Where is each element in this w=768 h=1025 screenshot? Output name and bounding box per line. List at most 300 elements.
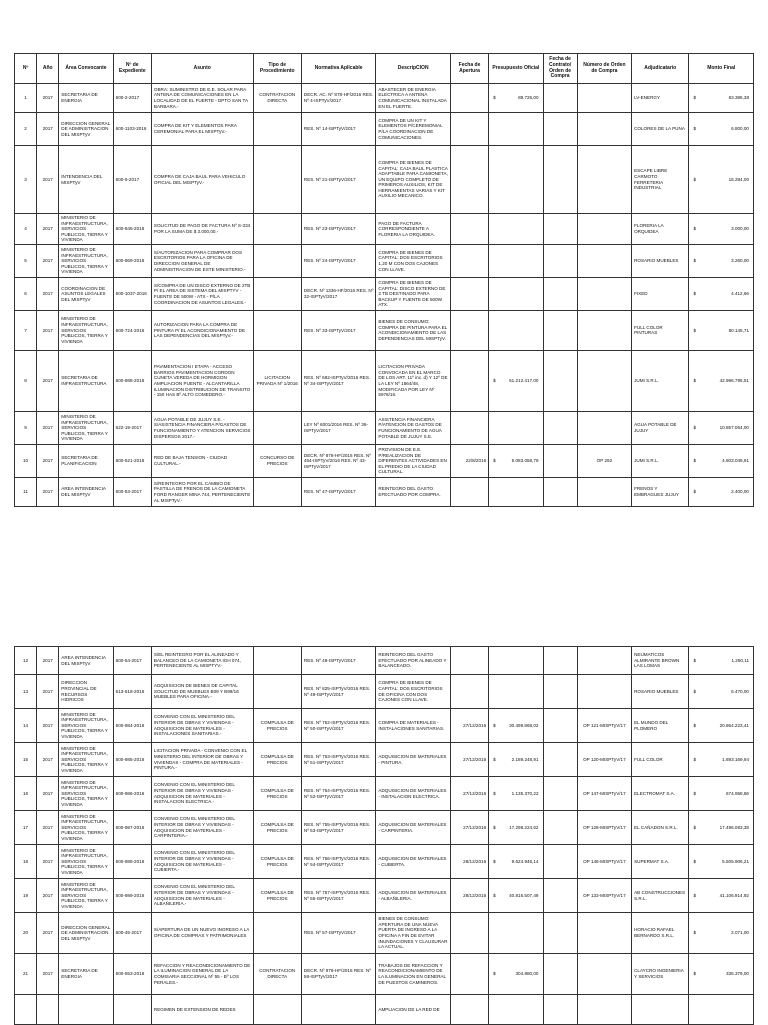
column-header: Fecha de Contrato/ Orden de Compra — [543, 54, 577, 84]
row-adjudicatario — [632, 995, 689, 1025]
row-area: DIRECCION GENERAL DE ADMINISTRACION DEL MISPTyV — [59, 913, 113, 954]
row-area: MINISTERIO DE INFRAESTRUCTURA, SERVICIOS PUBLICOS, TIERRA Y VIVIENDA — [59, 214, 113, 245]
row-number: 10 — [15, 444, 37, 477]
row-asunto: S/AUTORIZACION PARA COMPRAR DOS ESCRITORIOS PARA LA OFICINA DE DIRECCION GENERAL DE ADMINISTRACION DE ESTE MINISTERIO.- — [151, 244, 253, 277]
row-fecha-apertura: 27/12/2016 — [450, 743, 488, 777]
row-fecha-contrato — [543, 477, 577, 506]
row-normativa: RES. Nº 33-ISPTyV/2017 — [301, 310, 376, 350]
currency-symbol: $ — [693, 489, 697, 495]
row-number: 2 — [15, 113, 37, 146]
row-asunto: S/COMPRA DE UN DISCO EXTERNO DE 2TB P/ EL AREA DE SISTEMA DEL MISPTYV - FUENTE DE 500W - ATX - P/LA COORDINACION DE ASUNTOS LEGALES.- — [151, 277, 253, 310]
row-presupuesto — [489, 845, 543, 879]
row-area: MINISTERIO DE INFRAESTRUCTURA, SERVICIOS PUBLICOS, TIERRA Y VIVIENDA — [59, 310, 113, 350]
row-area: DIRECCION PROVINCIAL DE RECURSOS HIDRICOS — [59, 675, 113, 709]
currency-symbol: $ — [693, 971, 697, 977]
row-tipo: CONTRATACION DIRECTA — [253, 954, 301, 995]
row-year: 2017 — [37, 310, 59, 350]
table-row — [15, 995, 754, 1025]
row-normativa: RES. Nº 757-ISPTyV/2016 RES. Nº 55-ISPTyV/2017 — [301, 879, 376, 913]
row-expediente: 600-2-2017 — [113, 84, 151, 113]
column-header: Presupuesto Oficial — [489, 54, 543, 84]
row-adjudicatario: FULL COLOR PINTURAS — [632, 310, 689, 350]
row-tipo: COMPULSA DE PRECIOS — [253, 709, 301, 743]
row-expediente: 600-988-2016 — [113, 845, 151, 879]
row-year: 2017 — [37, 811, 59, 845]
column-header: Normativa Aplicable — [301, 54, 376, 84]
row-year: 2017 — [37, 777, 59, 811]
currency-symbol: $ — [693, 95, 697, 101]
row-tipo: CONTRATACION DIRECTA — [253, 84, 301, 113]
row-year: 2017 — [37, 743, 59, 777]
row-fecha-contrato — [543, 913, 577, 954]
row-tipo — [253, 411, 301, 444]
table-row — [15, 444, 754, 477]
row-descripcion: ADQUISICION DE MATERIALES - INSTALACION ELECTRICA. — [376, 777, 451, 811]
row-normativa: RES. Nº 755-ISPTyV/2016 RES. Nº 53-ISPTyV/2017 — [301, 811, 376, 845]
row-year: 2017 — [37, 845, 59, 879]
row-number: 16 — [15, 777, 37, 811]
row-adjudicatario: FIXED — [632, 277, 689, 310]
table-row — [15, 845, 754, 879]
row-normativa: RES. Nº 57-ISPTyV/2017 — [301, 913, 376, 954]
row-descripcion: REINTEGRO DEL GASTO EFECTUADO POR COMPRA. — [376, 477, 451, 506]
row-normativa: RES. Nº 754-ISPTyV/2016 RES. Nº 52-ISPTyV/2017 — [301, 777, 376, 811]
row-number — [15, 995, 37, 1025]
table-row — [15, 477, 754, 506]
amount-value: 1.893.169,94 — [722, 756, 749, 762]
amount-value: 2.071,00 — [731, 930, 749, 936]
row-asunto: CONVENIO CON EL MINISTERIO DEL INTERIOR DE OBRAS Y VIVIENDAS - ADQUISICION DE MATERIALES - ALBAÑILERIA.- — [151, 879, 253, 913]
row-number: 7 — [15, 310, 37, 350]
row-presupuesto — [489, 277, 543, 310]
table-row — [15, 879, 754, 913]
row-area: COORDINACION DE ASUNTOS LEGALES DEL MISPTyV — [59, 277, 113, 310]
row-adjudicatario: COLORES DE LA PUNA — [632, 113, 689, 146]
row-number: 4 — [15, 214, 37, 245]
row-expediente: 600-1103-2016 — [113, 113, 151, 146]
currency-symbol: $ — [693, 425, 697, 431]
row-normativa: RES. Nº 682-ISPTyV/2016 RES. Nº 34-ISPTyV/2017 — [301, 350, 376, 411]
row-presupuesto — [489, 444, 543, 477]
row-presupuesto — [489, 811, 543, 845]
row-area: MINISTERIO DE INFRAESTRUCTURA, SERVICIOS PUBLICOS, TIERRA Y VIVIENDA — [59, 709, 113, 743]
row-orden-compra — [577, 411, 631, 444]
row-asunto: S/APERTURA DE UN NUEVO INGRESO A LA OFICINA DE COMPRAS Y PATRIMONIALES — [151, 913, 253, 954]
column-header: Nº — [15, 54, 37, 84]
amount-value: 30.499.868,02 — [509, 722, 539, 728]
row-adjudicatario: ESCAPE LIBRE CARMOTO FERRETERIA INDUSTRIAL — [632, 146, 689, 214]
row-tipo — [253, 913, 301, 954]
row-presupuesto — [489, 113, 543, 146]
row-presupuesto — [489, 954, 543, 995]
row-fecha-contrato — [543, 113, 577, 146]
row-orden-compra: OP 133-MISPTyV/17 — [577, 879, 631, 913]
row-fecha-contrato — [543, 214, 577, 245]
row-monto-final — [689, 350, 754, 411]
row-tipo — [253, 647, 301, 675]
row-fecha-apertura: 27/12/2016 — [450, 777, 488, 811]
row-asunto: ADQUISICION DE BIENES DE CAPITAL SOLICITUD DE MUEBLES B09 Y B99/16 MUEBLES PARA OFICINA.- — [151, 675, 253, 709]
row-expediente: 600-888-2016 — [113, 350, 151, 411]
row-monto-final — [689, 811, 754, 845]
amount-value: 20.864.223,41 — [719, 722, 749, 728]
row-adjudicatario: JUMI S.R.L. — [632, 444, 689, 477]
amount-value: 89.725,00 — [518, 95, 539, 101]
table-row — [15, 647, 754, 675]
row-asunto: S/EL REINTEGRO POR EL ALINEADO Y BALANCEO DE LA CAMIONETA IGH 074, PERTENECIENTE AL MISPTYV.- — [151, 647, 253, 675]
amount-value: 9.624.946,14 — [511, 858, 539, 864]
row-presupuesto — [489, 647, 543, 675]
amount-value: 4.803.049,91 — [722, 458, 749, 464]
row-expediente: 600-53-2017 — [113, 477, 151, 506]
row-monto-final — [689, 709, 754, 743]
row-expediente: 600-984-2016 — [113, 709, 151, 743]
row-monto-final — [689, 214, 754, 245]
row-number: 15 — [15, 743, 37, 777]
row-fecha-contrato — [543, 995, 577, 1025]
row-number: 20 — [15, 913, 37, 954]
row-expediente: 600-553-2016 — [113, 954, 151, 995]
row-descripcion: TRABAJOS DE REFACCION Y REACONDICIONAMIENTO DE LA ILUMINACION EN GENERAL DE PUESTOS CAMINEROS. — [376, 954, 451, 995]
row-fecha-apertura — [450, 675, 488, 709]
row-orden-compra — [577, 113, 631, 146]
row-fecha-contrato — [543, 954, 577, 995]
row-expediente: 600-6-2017 — [113, 146, 151, 214]
row-fecha-apertura — [450, 277, 488, 310]
row-area: SECRETARIA DE PLANIFICACION — [59, 444, 113, 477]
table-row — [15, 277, 754, 310]
row-monto-final — [689, 113, 754, 146]
row-monto-final — [689, 995, 754, 1025]
row-fecha-apertura: 27/12/2016 — [450, 709, 488, 743]
row-area: AREA INTENDENCIA DEL MISPTyV — [59, 647, 113, 675]
row-area — [59, 995, 113, 1025]
row-adjudicatario: EL CAÑADON S.R.L. — [632, 811, 689, 845]
row-descripcion: LICITACION PRIVADA CONVOCADA EN EL MARCO DE LOS ART. 11º inc. d) Y 12º DE LA LEY Nº 1864/48, MODIFICADA POR LEY Nº 5978/16. — [376, 350, 451, 411]
row-monto-final — [689, 675, 754, 709]
currency-symbol: $ — [493, 790, 496, 796]
row-number: 18 — [15, 845, 37, 879]
amount-value: 2.189.248,91 — [511, 756, 539, 762]
row-normativa: RES. Nº 24-ISPTyV/2017 — [301, 244, 376, 277]
column-header: Nº de Expediente — [113, 54, 151, 84]
row-fecha-contrato — [543, 709, 577, 743]
row-orden-compra — [577, 913, 631, 954]
row-monto-final — [689, 444, 754, 477]
row-descripcion: ADQUISICION DE MATERIALES - CARPINTERIA. — [376, 811, 451, 845]
table-row — [15, 310, 754, 350]
row-normativa: RES. Nº 47-ISPTyV/2017 — [301, 477, 376, 506]
row-descripcion: AMPLIACION DE LA RED DE — [376, 995, 451, 1025]
row-normativa: RES. Nº 753-ISPTyV/2016 RES. Nº 51-ISPTyV/2017 — [301, 743, 376, 777]
row-presupuesto — [489, 477, 543, 506]
row-area: MINISTERIO DE INFRAESTRUCTURA, SERVICIOS PUBLICOS, TIERRA Y VIVIENDA — [59, 777, 113, 811]
row-descripcion: ADQUISICION DE MATERIALES - CUBIERTA. — [376, 845, 451, 879]
row-monto-final — [689, 954, 754, 995]
row-fecha-contrato — [543, 146, 577, 214]
row-monto-final — [689, 310, 754, 350]
row-number: 17 — [15, 811, 37, 845]
row-year: 2017 — [37, 146, 59, 214]
row-adjudicatario: FRENOS Y EMBRAGUES JUJUY — [632, 477, 689, 506]
row-expediente: 613-518-2016 — [113, 675, 151, 709]
row-tipo — [253, 214, 301, 245]
currency-symbol: $ — [693, 291, 697, 297]
table-row — [15, 743, 754, 777]
row-fecha-contrato — [543, 743, 577, 777]
currency-symbol: $ — [493, 95, 496, 101]
row-fecha-apertura — [450, 113, 488, 146]
row-monto-final — [689, 647, 754, 675]
row-orden-compra — [577, 277, 631, 310]
row-tipo: COMPULSA DE PRECIOS — [253, 777, 301, 811]
amount-value: 63.386,38 — [728, 95, 749, 101]
row-tipo — [253, 995, 301, 1025]
row-descripcion: BIENES DE CONSUMO: APERTURA DE UNA NUEVA PUERTA DE INGRESO A LA OFICINA A FIN DE EVITAR INUNDACIONES Y CLAUSURAR LA ACTUAL. — [376, 913, 451, 954]
row-expediente: 600-985-2016 — [113, 743, 151, 777]
row-fecha-contrato — [543, 879, 577, 913]
column-header: Adjudicatario — [632, 54, 689, 84]
row-expediente: 600-1037-2016 — [113, 277, 151, 310]
row-monto-final — [689, 411, 754, 444]
row-adjudicatario: AGUA POTABLE DE JUJUY — [632, 411, 689, 444]
amount-value: 335.379,00 — [726, 971, 749, 977]
row-descripcion: COMPRA DE MATERIALES - INSTALACIONES SANITARIAS. — [376, 709, 451, 743]
table-row — [15, 214, 754, 245]
row-orden-compra: OP 120-MISPTyV/17 — [577, 743, 631, 777]
column-header: Fecha de Apertura — [450, 54, 488, 84]
row-fecha-contrato — [543, 411, 577, 444]
row-descripcion: PROVISION DE E.E. P/REALIZACION DE DIFERENTES ACTIVIDADES EN EL PREDIO DE LA CIUDAD CULTURAL. — [376, 444, 451, 477]
row-expediente: 600-987-2016 — [113, 811, 151, 845]
row-descripcion: REINTEGRO DEL GASTO EFECTUADO POR ALINEADO Y BALANCEADO. — [376, 647, 451, 675]
amount-value: 41.106.914,92 — [719, 892, 749, 898]
row-normativa: RES. Nº 21-ISPTyV/2017 — [301, 146, 376, 214]
row-monto-final — [689, 913, 754, 954]
row-normativa: RES. Nº 48-ISPTyV/2017 — [301, 647, 376, 675]
row-fecha-contrato — [543, 647, 577, 675]
row-descripcion: COMPRA DE BIENES DE CAPITAL: DOS ESCRITORIOS 1,20 M CON DOS CAJONES CON LLAVE. — [376, 244, 451, 277]
row-area: DIRECCION GENERAL DE ADMINISTRACION DEL MISPTyV — [59, 113, 113, 146]
row-orden-compra — [577, 244, 631, 277]
row-presupuesto — [489, 214, 543, 245]
row-descripcion: COMPRA DE BIENES DE CAPITAL: DISCO EXTERNO DE 2 TB DESTINADO PARA BACKUP Y FUENTE DE 500W ATX. — [376, 277, 451, 310]
row-number: 19 — [15, 879, 37, 913]
row-adjudicatario: FULL COLOR — [632, 743, 689, 777]
amount-value: 304.880,00 — [515, 971, 539, 977]
row-orden-compra — [577, 84, 631, 113]
row-descripcion: ADQUISICION DE MATERIALES - PINTURA. — [376, 743, 451, 777]
row-normativa: RES. Nº 752-ISPTyV/2016 RES. Nº 50-ISPTyV/2017 — [301, 709, 376, 743]
row-normativa: DECR. Nº 1336-HF/2016 RES. Nº 32-ISPTyV/2017 — [301, 277, 376, 310]
row-descripcion: ADQUISICION DE MATERIALES - ALBAÑILERIA. — [376, 879, 451, 913]
row-normativa: DECR. Nº 878-HF/2016 RES. Nº 454-ISPTyV/2016 RES. Nº 43-ISPTyV/2017 — [301, 444, 376, 477]
row-tipo: COMPULSA DE PRECIOS — [253, 845, 301, 879]
row-year — [37, 995, 59, 1025]
row-number: 3 — [15, 146, 37, 214]
row-expediente: 600-986-2016 — [113, 777, 151, 811]
row-area: MINISTERIO DE INFRAESTRUCTURA, SERVICIOS PUBLICOS, TIERRA Y VIVIENDA — [59, 743, 113, 777]
row-asunto: CONVENIO CON EL MINISTERIO DEL INTERIOR DE OBRAS Y VIVIENDAS - ADQUISICION DE MATERIALES - INSTALACIONES SANITARIAS.- — [151, 709, 253, 743]
row-area: MINISTERIO DE INFRAESTRUCTURA, SERVICIOS PUBLICOS, TIERRA Y VIVIENDA — [59, 845, 113, 879]
currency-symbol: $ — [493, 458, 496, 464]
currency-symbol: $ — [493, 892, 496, 898]
table-row — [15, 411, 754, 444]
row-area: SECRETARIA DE INFRAESTRUCTURA — [59, 350, 113, 411]
amount-value: 40.816.507,49 — [509, 892, 539, 898]
row-asunto: COMPRA DE CAJA BAUL PARA VEHICULO OFICIAL DEL MISPTyV.- — [151, 146, 253, 214]
row-number: 8 — [15, 350, 37, 411]
row-monto-final — [689, 277, 754, 310]
row-fecha-apertura — [450, 310, 488, 350]
row-monto-final — [689, 84, 754, 113]
row-orden-compra — [577, 477, 631, 506]
row-year: 2017 — [37, 647, 59, 675]
row-fecha-apertura — [450, 995, 488, 1025]
row-presupuesto — [489, 743, 543, 777]
row-fecha-apertura — [450, 350, 488, 411]
row-number: 12 — [15, 647, 37, 675]
row-adjudicatario: EL MUNDO DEL PLOMERO — [632, 709, 689, 743]
column-header: Año — [37, 54, 59, 84]
row-tipo — [253, 244, 301, 277]
currency-symbol: $ — [693, 688, 697, 694]
row-normativa — [301, 995, 376, 1025]
currency-symbol: $ — [693, 378, 697, 384]
row-adjudicatario: CLAYCRO INGENIERIA Y SERVICIOS — [632, 954, 689, 995]
contracts-table-2 — [14, 646, 754, 1025]
row-tipo: COMPULSA DE PRECIOS — [253, 811, 301, 845]
currency-symbol: $ — [693, 790, 697, 796]
row-asunto: RED DE BAJA TENSION - CIUDAD CULTURAL.- — [151, 444, 253, 477]
row-adjudicatario: JUMI S.R.L. — [632, 350, 689, 411]
amount-value: 17.496.083,38 — [719, 824, 749, 830]
row-asunto: REGIMEN DE EXTENSION DE REDES — [151, 995, 253, 1025]
table-row — [15, 954, 754, 995]
row-expediente: 600-989-2016 — [113, 879, 151, 913]
amount-value: 5.505.906,21 — [722, 858, 749, 864]
row-adjudicatario: SUPERMAT S.A. — [632, 845, 689, 879]
row-fecha-contrato — [543, 84, 577, 113]
row-normativa: RES. Nº 756-ISPTyV/2016 RES. Nº 54-ISPTyV/2017 — [301, 845, 376, 879]
header-row — [15, 54, 754, 84]
row-year: 2017 — [37, 84, 59, 113]
row-expediente: 600-521-2016 — [113, 444, 151, 477]
row-normativa: RES. Nº 825-ISPTyV/2016 RES. Nº 49-ISPTyV/2017 — [301, 675, 376, 709]
row-fecha-apertura: 27/12/2016 — [450, 811, 488, 845]
row-number: 13 — [15, 675, 37, 709]
amount-value: 5.083.058,78 — [511, 458, 539, 464]
table-row — [15, 113, 754, 146]
page-gap — [0, 560, 768, 630]
row-fecha-contrato — [543, 310, 577, 350]
row-descripcion: COMPRA DE BIENES DE CAPITAL: CAJA BAUL PLASTICA ADAPTABLE PARA CAMIONETA, UN EQUIPO COMPLETO DE PRIMEROS AUXILIOS, KIT DE HERRAMIENTAS VARIAS Y KIT AUXILIO MECANICO. — [376, 146, 451, 214]
row-monto-final — [689, 845, 754, 879]
row-number: 21 — [15, 954, 37, 995]
row-presupuesto — [489, 310, 543, 350]
currency-symbol: $ — [693, 226, 697, 232]
row-fecha-apertura — [450, 84, 488, 113]
row-adjudicatario: ROSARIO MUEBLES — [632, 675, 689, 709]
row-year: 2017 — [37, 913, 59, 954]
row-presupuesto — [489, 146, 543, 214]
row-asunto: AUTORIZACION PARA LA COMPRA DE PINTURA P/ EL ACONDICIONAMIENTO DE LAS DEPENDENCIAS DEL MISPTyV.- — [151, 310, 253, 350]
row-descripcion: COMPRA DE UN KIT Y ELEMENTOS P/CEREMONIAL P/LA COORDINACION DE COMUNICACIONES. — [376, 113, 451, 146]
row-year: 2017 — [37, 675, 59, 709]
row-monto-final — [689, 777, 754, 811]
row-monto-final — [689, 879, 754, 913]
table-row — [15, 709, 754, 743]
row-year: 2017 — [37, 244, 59, 277]
row-presupuesto — [489, 709, 543, 743]
amount-value: 42.996.795,51 — [719, 378, 749, 384]
row-presupuesto — [489, 879, 543, 913]
amount-value: 16.284,00 — [728, 176, 749, 182]
page-2 — [0, 630, 768, 1024]
row-presupuesto — [489, 350, 543, 411]
column-header: Área Convocante — [59, 54, 113, 84]
row-fecha-apertura — [450, 244, 488, 277]
row-fecha-apertura: 28/12/2016 — [450, 845, 488, 879]
row-year: 2017 — [37, 113, 59, 146]
row-fecha-apertura — [450, 411, 488, 444]
row-tipo — [253, 477, 301, 506]
currency-symbol: $ — [693, 458, 697, 464]
row-asunto: OBRA: SUMINISTRO DE E.E. SOLAR PARA ANTENA DE COMUNICACIONES EN LA LOCALIDAD DE EL FUERTE - DPTO SAN TA BARBARA.- — [151, 84, 253, 113]
row-fecha-apertura: 28/12/2016 — [450, 879, 488, 913]
row-expediente: 622-19-2017 — [113, 411, 151, 444]
row-presupuesto — [489, 675, 543, 709]
row-descripcion: COMPRA DE BIENES DE CAPITAL: DOS ESCRITORIOS DE OFICINA CON DOS CAJONES CON LLAVE. — [376, 675, 451, 709]
row-area: MINISTERIO DE INFRAESTRUCTURA, SERVICIOS PUBLICOS, TIERRA Y VIVIENDA — [59, 411, 113, 444]
row-fecha-apertura — [450, 954, 488, 995]
row-number: 1 — [15, 84, 37, 113]
row-asunto: CONVENIO CON EL MINISTERIO DEL INTERIOR DE OBRAS Y VIVIENDAS - ADQUISICION DE MATERIALES - CUBIERTA.- — [151, 845, 253, 879]
row-fecha-contrato — [543, 845, 577, 879]
row-area: SECRETARIA DE ENERGIA — [59, 954, 113, 995]
currency-symbol: $ — [693, 327, 697, 333]
row-adjudicatario: LV-ENERGY — [632, 84, 689, 113]
amount-value: 2.400,00 — [731, 489, 749, 495]
row-descripcion: BIENES DE CONSUMO: COMPRA DE PINTURA PARA EL ACONDICIONAMIENTO DE LAS DEPENDENCIAS DEL MISPTyV. — [376, 310, 451, 350]
row-year: 2017 — [37, 879, 59, 913]
row-asunto: LICITACION PRIVADA - CONVENIO CON EL MINISTERIO DEL INTERIOR DE OBRAS Y VIVIENDAS - COMPRA DE MATERIALES - PINTURA.- — [151, 743, 253, 777]
row-adjudicatario: AB CONSTRUCCIONES S.R.L. — [632, 879, 689, 913]
row-year: 2017 — [37, 954, 59, 995]
row-area: INTENDENCIA DEL MISPTyV — [59, 146, 113, 214]
row-fecha-contrato — [543, 675, 577, 709]
currency-symbol: $ — [493, 756, 496, 762]
row-asunto: S/REINTEGRO POR EL CAMBIO DE PASTILLA DE FRENOS DE LA CAMIONETA FORD RANGER MINA 744, PERTENECIENTE AL MISPTyV.- — [151, 477, 253, 506]
currency-symbol: $ — [693, 858, 697, 864]
row-asunto: SOLICITUD DE PAGO DE FACTURA Nº S-334 POR LA SUMA DE $ 3.000,00.- — [151, 214, 253, 245]
row-fecha-apertura — [450, 913, 488, 954]
row-tipo: CONCURSO DE PRECIOS — [253, 444, 301, 477]
row-asunto: REFACCION Y REACONDICIONAMIENTO DE LA ILUMINACION GENERAL DE LA COMISARIA SECCIONAL Nº 55 - Bº LOS PERALES.- — [151, 954, 253, 995]
row-fecha-apertura — [450, 477, 488, 506]
row-fecha-contrato — [543, 350, 577, 411]
row-fecha-apertura — [450, 647, 488, 675]
row-number: 6 — [15, 277, 37, 310]
row-fecha-contrato — [543, 777, 577, 811]
row-area: MINISTERIO DE INFRAESTRUCTURA, SERVICIOS PUBLICOS, TIERRA Y VIVIENDA — [59, 879, 113, 913]
row-normativa: DECR. Nº 878-HF/2016 RES. Nº 58-ISPTyV/2017 — [301, 954, 376, 995]
row-expediente: 600-845-2016 — [113, 214, 151, 245]
row-tipo: LICITACION PRIVADA Nº 1/2016 — [253, 350, 301, 411]
column-header: Asunto — [151, 54, 253, 84]
row-fecha-apertura — [450, 146, 488, 214]
row-area: SECRETARIA DE ENERGIA — [59, 84, 113, 113]
